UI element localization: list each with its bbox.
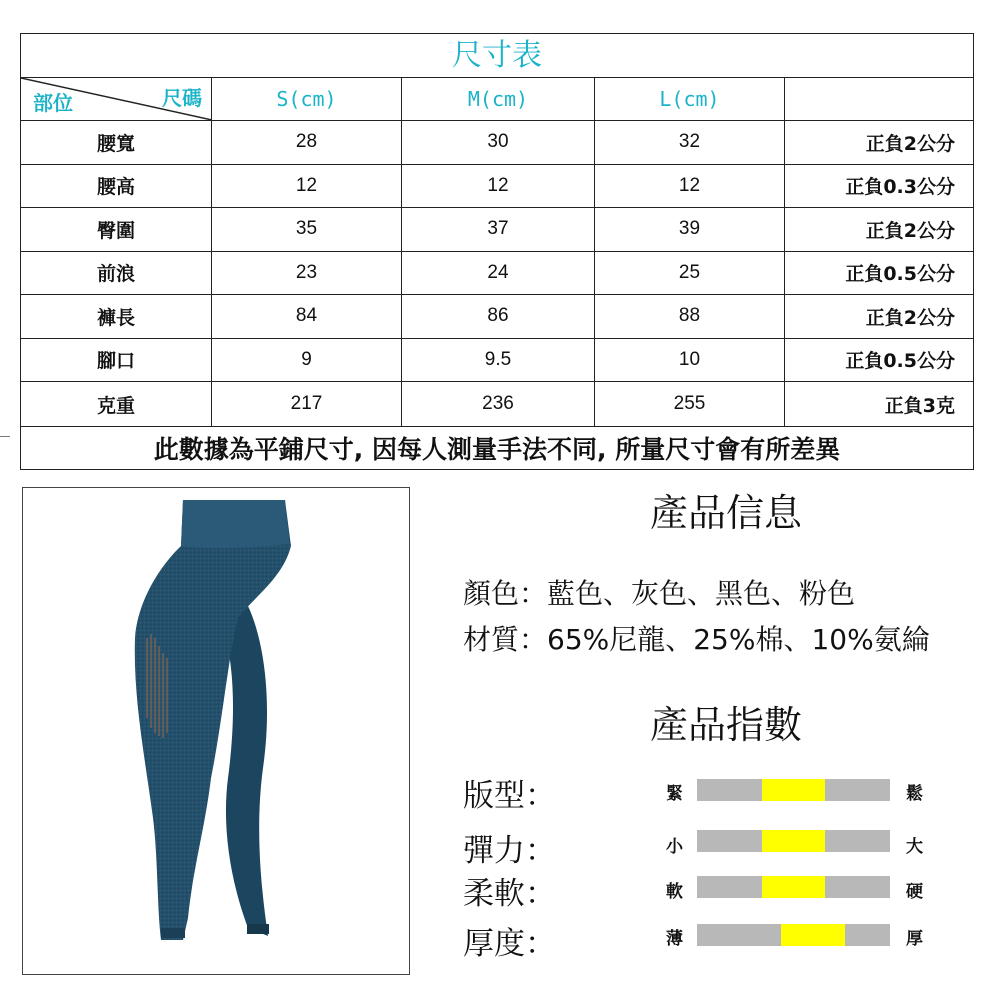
- value-s: 84: [212, 295, 402, 338]
- corner-part-label: 部位: [33, 91, 73, 115]
- index-bar-fill: [762, 779, 826, 801]
- value-s: 28: [212, 121, 402, 164]
- value-s: 23: [212, 252, 402, 295]
- value-m: 30: [402, 121, 595, 164]
- index-label: 厚度：: [463, 926, 556, 962]
- row-label: 腳口: [21, 339, 212, 382]
- value-s: 9: [212, 339, 402, 382]
- table-row: [21, 165, 973, 209]
- index-bar: [697, 830, 890, 852]
- value-m: 37: [402, 208, 595, 251]
- row-label: 褲長: [21, 295, 212, 338]
- size-table-header-row: [21, 78, 973, 121]
- index-bar: [697, 876, 890, 898]
- index-right-label: 硬: [906, 882, 923, 902]
- leggings-product-photo: [23, 488, 408, 973]
- value-m: 12: [402, 165, 595, 208]
- header-l: L(cm): [595, 78, 785, 120]
- table-row: [21, 339, 973, 383]
- index-bar: [697, 779, 890, 801]
- product-photo-frame: [22, 487, 410, 975]
- value-l: 39: [595, 208, 785, 251]
- value-m: 86: [402, 295, 595, 338]
- tolerance: 正負0.3公分: [845, 176, 955, 199]
- value-l: 10: [595, 339, 785, 382]
- value-l: 25: [595, 252, 785, 295]
- table-row: [21, 295, 973, 339]
- product-index-title: 產品指數: [650, 703, 803, 747]
- size-table-title: 尺寸表: [21, 34, 973, 78]
- index-left-label: 小: [666, 837, 683, 857]
- index-right-label: 大: [906, 837, 923, 857]
- row-label: 臀圍: [21, 208, 212, 251]
- index-left-label: 緊: [666, 784, 683, 804]
- value-m: 9.5: [402, 339, 595, 382]
- header-s: S(cm): [212, 78, 402, 120]
- value-s: 35: [212, 208, 402, 251]
- index-label: 版型：: [463, 778, 556, 814]
- product-material-line: 材質：65%尼龍、25%棉、10%氨綸: [463, 623, 930, 656]
- tolerance: 正負3克: [884, 394, 955, 417]
- index-left-label: 薄: [666, 929, 683, 949]
- tolerance: 正負0.5公分: [845, 263, 955, 286]
- index-label: 柔軟：: [463, 876, 556, 912]
- product-color-line: 顏色：藍色、灰色、黑色、粉色: [463, 577, 856, 610]
- value-l: 32: [595, 121, 785, 164]
- corner-cell: [21, 78, 212, 120]
- row-label: 前浪: [21, 252, 212, 295]
- product-info-title: 產品信息: [650, 491, 803, 535]
- tolerance: 正負2公分: [865, 219, 955, 242]
- index-right-label: 厚: [906, 929, 923, 949]
- table-row: [21, 121, 973, 165]
- index-bar: [697, 924, 890, 946]
- value-s: 217: [212, 382, 402, 426]
- tolerance: 正負2公分: [865, 132, 955, 155]
- row-label: 腰寬: [21, 121, 212, 164]
- value-m: 24: [402, 252, 595, 295]
- value-s: 12: [212, 165, 402, 208]
- row-label: 克重: [21, 382, 212, 426]
- value-l: 255: [595, 382, 785, 426]
- index-right-label: 鬆: [906, 784, 923, 804]
- measurement-note: 此數據為平鋪尺寸, 因每人測量手法不同, 所量尺寸會有所差異: [153, 435, 841, 464]
- value-l: 12: [595, 165, 785, 208]
- tolerance: 正負2公分: [865, 306, 955, 329]
- value-m: 236: [402, 382, 595, 426]
- index-bar-fill: [762, 876, 826, 898]
- header-m: M(cm): [402, 78, 595, 120]
- row-label: 腰高: [21, 165, 212, 208]
- corner-size-label: 尺碼: [162, 86, 202, 110]
- index-bar-fill: [781, 924, 845, 946]
- size-table: [20, 33, 974, 470]
- table-row: [21, 208, 973, 252]
- tolerance: 正負0.5公分: [845, 350, 955, 373]
- table-row: [21, 382, 973, 427]
- index-label: 彈力：: [463, 833, 556, 869]
- table-row: [21, 252, 973, 296]
- value-l: 88: [595, 295, 785, 338]
- edge-tick-mark: [0, 436, 10, 437]
- index-bar-fill: [762, 830, 826, 852]
- index-left-label: 軟: [666, 882, 683, 902]
- header-tolerance: [785, 78, 973, 120]
